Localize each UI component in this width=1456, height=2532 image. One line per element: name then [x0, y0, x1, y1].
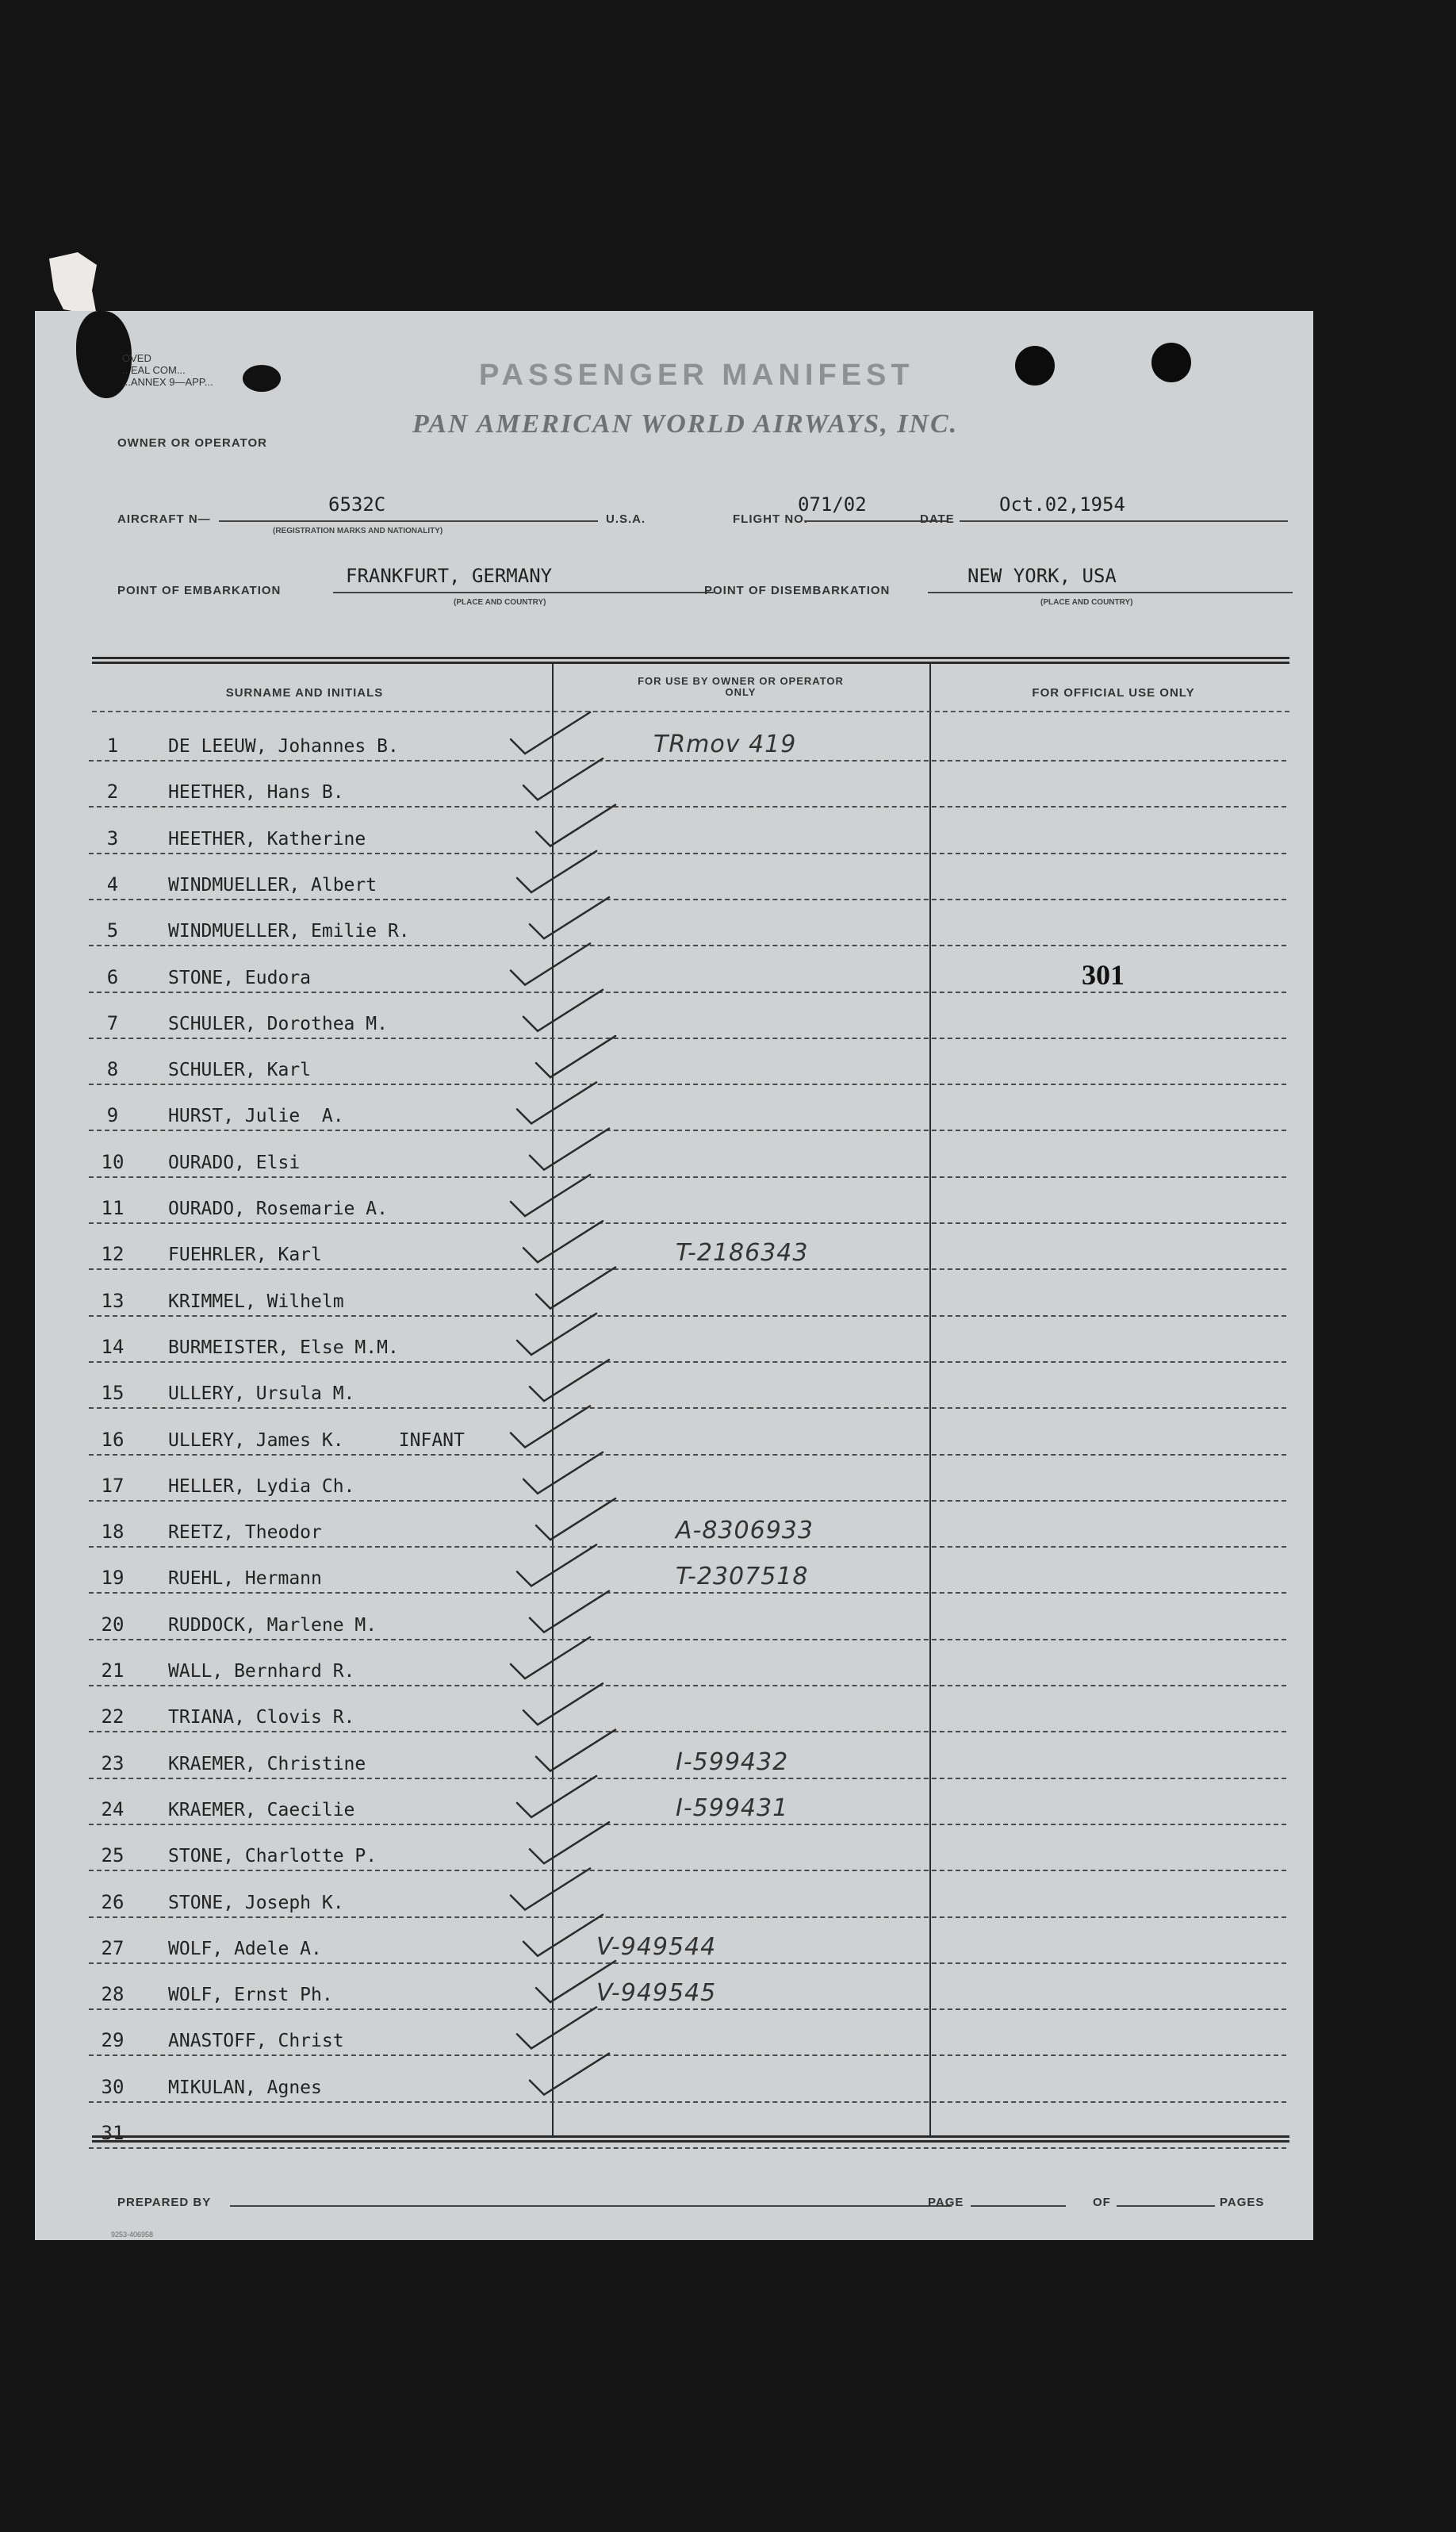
- disembark-value: NEW YORK, USA: [967, 565, 1117, 587]
- row-number: 5: [106, 919, 119, 942]
- col-owner-header: FOR USE BY OWNER OR OPERATOR ONLY: [638, 675, 844, 698]
- row-number: 26: [101, 1890, 125, 1913]
- disembark-note: (PLACE AND COUNTRY): [1040, 598, 1133, 607]
- check-mark: [517, 1544, 596, 1586]
- check-mark: [530, 897, 609, 938]
- row-number: 6: [106, 965, 119, 988]
- row-number: 11: [101, 1197, 125, 1219]
- embark-value: FRANKFURT, GERMANY: [346, 565, 553, 587]
- passenger-name: ULLERY, Ursula M.: [168, 1383, 355, 1405]
- check-mark: [530, 1129, 609, 1170]
- pages-label: PAGES: [1220, 2196, 1265, 2209]
- handwritten-note: I-599432: [676, 1747, 789, 1776]
- embark-label: POINT OF EMBARKATION: [117, 584, 282, 597]
- check-mark: [536, 1498, 615, 1540]
- row-number: 4: [106, 873, 119, 896]
- check-mark: [517, 1082, 596, 1123]
- row-number: 18: [101, 1521, 125, 1544]
- passenger-name: HELLER, Lydia Ch.: [168, 1475, 355, 1497]
- passenger-name: WALL, Bernhard R.: [168, 1661, 355, 1682]
- flight-label: FLIGHT NO.: [733, 512, 808, 526]
- check-mark: [536, 1730, 615, 1771]
- row-number: 2: [106, 781, 119, 804]
- row-number: 19: [101, 1567, 125, 1590]
- check-mark: [530, 1822, 609, 1863]
- row-number: 1: [106, 735, 119, 757]
- passenger-name: OURADO, Elsi: [168, 1152, 301, 1173]
- row-number: 10: [101, 1150, 125, 1173]
- row-number: 14: [101, 1335, 125, 1358]
- row-number: 7: [106, 1011, 119, 1034]
- passenger-name: FUEHRLER, Karl: [168, 1245, 322, 1266]
- row-number: 15: [101, 1382, 125, 1405]
- row-number: 24: [101, 1797, 125, 1820]
- handwritten-note: A-8306933: [676, 1517, 814, 1545]
- approval-line: ...ANNEX 9—APP...: [122, 376, 213, 388]
- passenger-name: RUEHL, Hermann: [168, 1568, 322, 1590]
- flight-value: 071/02: [798, 493, 867, 516]
- row-number: 25: [101, 1844, 125, 1867]
- handwritten-note: V-949545: [596, 1979, 717, 2008]
- passenger-name: WOLF, Adele A.: [168, 1938, 322, 1959]
- row-number: 31: [101, 2122, 125, 2144]
- approval-line: OVED: [122, 352, 151, 364]
- prepared-by-label: PREPARED BY: [117, 2196, 212, 2209]
- check-mark: [530, 2054, 609, 2095]
- row-number: 12: [101, 1243, 125, 1266]
- passenger-name: ANASTOFF, Christ: [168, 2031, 344, 2052]
- passenger-name: RUDDOCK, Marlene M.: [168, 1614, 377, 1636]
- passenger-name: WINDMUELLER, Emilie R.: [168, 921, 410, 942]
- row-number: 28: [101, 1983, 125, 2006]
- passenger-name: KRAEMER, Christine: [168, 1753, 366, 1774]
- handwritten-note: I-599431: [676, 1794, 789, 1822]
- check-mark: [523, 1221, 603, 1262]
- passenger-name: KRIMMEL, Wilhelm: [168, 1291, 344, 1312]
- row-number: 3: [106, 827, 119, 850]
- passenger-name: HEETHER, Katherine: [168, 828, 366, 850]
- check-mark: [523, 1683, 603, 1724]
- check-mark: [523, 1452, 603, 1494]
- check-mark: [530, 1360, 609, 1401]
- check-mark: [511, 712, 590, 754]
- passenger-name: DE LEEUW, Johannes B.: [168, 736, 399, 757]
- row-number: 13: [101, 1289, 125, 1312]
- row-number: 23: [101, 1751, 125, 1774]
- date-label: DATE: [920, 512, 955, 526]
- check-mark: [536, 1036, 615, 1077]
- handwritten-note: TRmov 419: [653, 731, 797, 758]
- prepared-by-underline: [230, 2205, 952, 2207]
- check-mark: [511, 1406, 590, 1448]
- handwritten-note: T-2307518: [676, 1563, 809, 1591]
- check-mark: [536, 805, 615, 846]
- passenger-name: KRAEMER, Caecilie: [168, 1799, 355, 1820]
- passenger-name: STONE, Joseph K.: [168, 1892, 344, 1913]
- passenger-name: HURST, Julie A.: [168, 1106, 344, 1127]
- form-title: PASSENGER MANIFEST: [479, 359, 914, 392]
- passenger-name: HEETHER, Hans B.: [168, 782, 344, 804]
- passenger-name: ULLERY, James K. INFANT: [168, 1429, 465, 1451]
- page-label: PAGE: [928, 2196, 964, 2209]
- aircraft-value: 6532C: [328, 493, 386, 516]
- passenger-name: STONE, Eudora: [168, 967, 312, 988]
- passenger-name: WOLF, Ernst Ph.: [168, 1985, 333, 2006]
- check-mark: [517, 2007, 596, 2048]
- date-value: Oct.02,1954: [999, 493, 1125, 516]
- check-mark: [517, 1776, 596, 1817]
- row-number: 21: [101, 1659, 125, 1682]
- check-mark: [511, 944, 590, 985]
- official-number: 301: [1082, 958, 1125, 991]
- row-number: 30: [101, 2075, 125, 2098]
- row-number: 29: [101, 2029, 125, 2052]
- check-mark: [530, 1591, 609, 1632]
- col-official-header: FOR OFFICIAL USE ONLY: [1032, 686, 1195, 700]
- row-number: 17: [101, 1474, 125, 1497]
- check-mark: [523, 1915, 603, 1956]
- handwritten-note: T-2186343: [676, 1239, 809, 1268]
- owner-label: OWNER OR OPERATOR: [117, 436, 267, 450]
- registration-note: (REGISTRATION MARKS AND NATIONALITY): [273, 527, 443, 535]
- operator-name: PAN AMERICAN WORLD AIRWAYS, INC.: [412, 409, 959, 439]
- handwritten-checkmarks: [35, 311, 1313, 2240]
- disembark-label: POINT OF DISEMBARKATION: [704, 584, 891, 597]
- passenger-name: STONE, Charlotte P.: [168, 1846, 377, 1867]
- passenger-name: MIKULAN, Agnes: [168, 2077, 322, 2098]
- handwritten-note: V-949544: [596, 1932, 717, 1961]
- passenger-name: SCHULER, Dorothea M.: [168, 1013, 388, 1034]
- check-mark: [511, 1869, 590, 1910]
- passenger-name: TRIANA, Clovis R.: [168, 1707, 355, 1728]
- row-number: 27: [101, 1936, 125, 1959]
- col-surname-header: SURNAME AND INITIALS: [225, 686, 384, 700]
- passenger-name: WINDMUELLER, Albert: [168, 874, 377, 896]
- approval-line: ...EAL COM...: [122, 364, 186, 376]
- row-number: 22: [101, 1705, 125, 1728]
- row-number: 16: [101, 1428, 125, 1451]
- check-mark: [517, 851, 596, 892]
- torn-paper-corner: [49, 252, 97, 316]
- check-mark: [523, 758, 603, 800]
- row-number: 9: [106, 1104, 119, 1127]
- check-mark: [517, 1314, 596, 1355]
- check-mark: [523, 990, 603, 1031]
- check-mark: [511, 1637, 590, 1678]
- aircraft-label: AIRCRAFT N—: [117, 512, 211, 526]
- check-mark: [536, 1961, 615, 2002]
- usa-label: U.S.A.: [606, 512, 646, 526]
- form-number: 9253-406958: [111, 2231, 154, 2239]
- page-underline: [971, 2205, 1066, 2207]
- check-mark: [511, 1175, 590, 1216]
- passenger-name: OURADO, Rosemarie A.: [168, 1199, 388, 1219]
- passenger-name: SCHULER, Karl: [168, 1060, 312, 1081]
- embark-note: (PLACE AND COUNTRY): [454, 598, 546, 607]
- of-underline: [1117, 2205, 1215, 2207]
- row-number: 20: [101, 1613, 125, 1636]
- passenger-name: REETZ, Theodor: [168, 1522, 322, 1544]
- of-label: OF: [1093, 2196, 1111, 2209]
- passenger-name: BURMEISTER, Else M.M.: [168, 1337, 399, 1358]
- manifest-page: [35, 311, 1313, 2240]
- check-mark: [536, 1268, 615, 1309]
- row-number: 8: [106, 1058, 119, 1081]
